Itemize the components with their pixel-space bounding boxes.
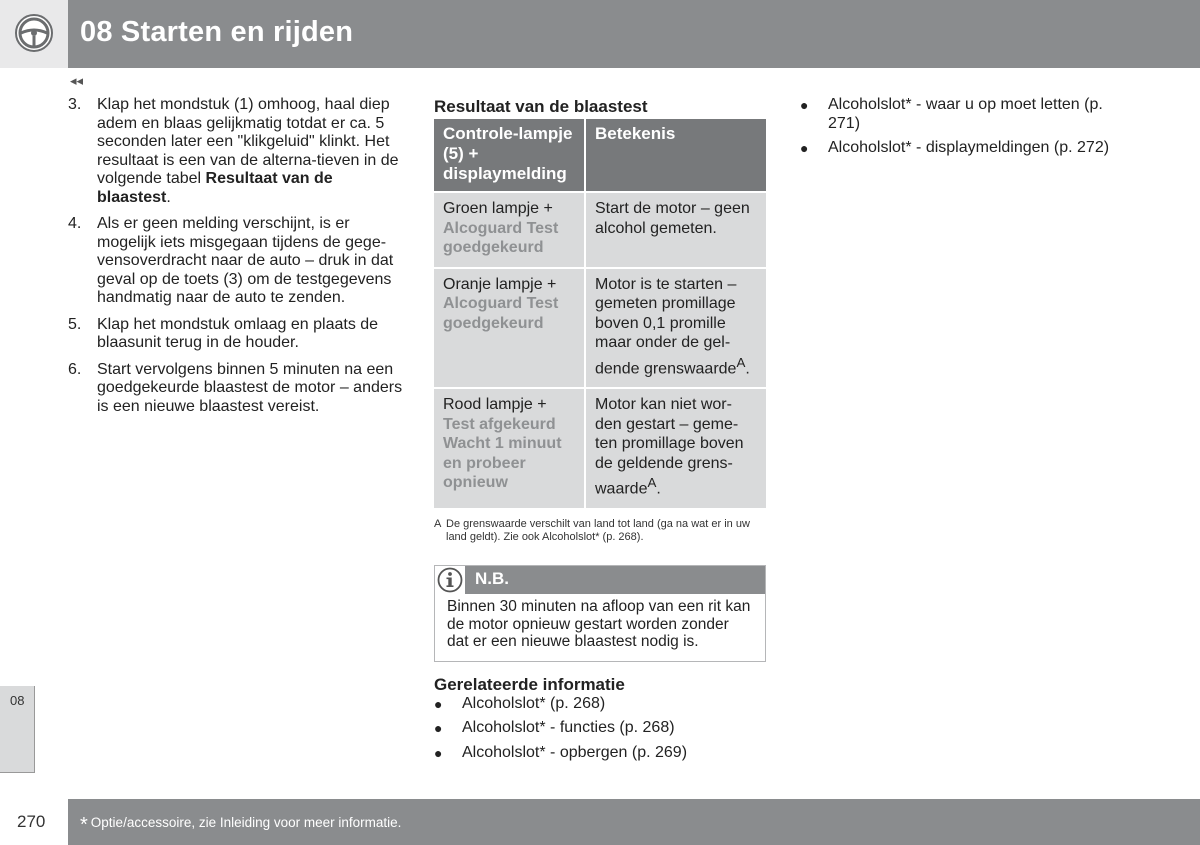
related-link-text: Alcoholslot* - functies (p. 268)	[462, 719, 675, 737]
page-footer	[0, 799, 1200, 845]
meaning-text: Motor kan niet wor-den gestart – geme-ten promillage boven de geldende grens-waarde	[595, 396, 744, 498]
table-row	[434, 268, 766, 389]
related-link[interactable]	[800, 96, 1130, 133]
related-link[interactable]	[434, 719, 766, 738]
step-text-plain: Klap het mondstuk (1) omhoog, haal diep adem en blaas gelijkmatig totdat er ca. 5 seconden later een "klikgeluid" klinkt. Het resultaat is een van de alterna-tieven in de volgende tabel	[97, 96, 399, 187]
lamp-cell	[434, 268, 585, 389]
note-body: Binnen 30 minuten na afloop van een rit kan de motor opnieuw gestart worden zonder dat er een nieuwe blaastest nodig is.	[447, 598, 751, 651]
result-table	[434, 119, 766, 510]
steps-list	[68, 96, 403, 424]
page-header	[0, 0, 1200, 68]
lamp-color: Oranje lampje +	[443, 275, 557, 293]
column-header-meaning: Betekenis	[585, 119, 766, 192]
lamp-cell	[434, 192, 585, 268]
meaning-cell	[585, 388, 766, 509]
chapter-number: 08	[10, 693, 25, 708]
option-star: *	[80, 814, 88, 836]
step-text: Start vervolgens binnen 5 minuten na een goedgekeurde blaastest de motor – anders is een nieuwe blaastest vereist.	[97, 360, 403, 415]
step-number: 5.	[68, 315, 82, 333]
related-info-list	[434, 695, 766, 763]
step-text: Klap het mondstuk omlaag en plaats de blaasunit terug in de houder.	[97, 315, 379, 351]
related-info-title: Gerelateerde informatie	[434, 674, 625, 694]
table-row	[434, 192, 766, 268]
meaning-cell	[585, 268, 766, 389]
footer-note-text: Optie/accessoire, zie Inleiding voor meer informatie.	[90, 815, 402, 830]
previous-page-marker: ◂◂	[70, 73, 84, 88]
footnote-ref: A	[647, 475, 657, 491]
table-footnote	[434, 518, 766, 543]
display-message: Test afgekeurd Wacht 1 minuut en probeer opnieuw	[443, 415, 562, 492]
steering-wheel-icon	[14, 13, 54, 53]
bullet-icon: ●	[800, 97, 809, 113]
step-number: 6.	[68, 360, 82, 378]
bullet-icon: ●	[434, 744, 443, 761]
related-link[interactable]	[434, 744, 766, 763]
step-text-bold: Resultaat van de blaastest	[97, 170, 333, 206]
lamp-color: Groen lampje +	[443, 200, 553, 217]
step-item	[68, 96, 403, 207]
column-header-lamp: Controle-lampje (5) + displaymelding	[434, 119, 585, 192]
footer-note	[80, 814, 401, 837]
related-link[interactable]	[434, 695, 766, 714]
bullet-icon: ●	[434, 695, 443, 712]
related-info-continued	[800, 96, 1130, 164]
result-section	[434, 96, 766, 768]
meaning-end: .	[656, 480, 661, 498]
chapter-title: 08 Starten en rijden	[80, 16, 354, 48]
step-number: 3.	[68, 96, 82, 113]
meaning-cell: Start de motor – geen alcohol gemeten.	[585, 192, 766, 268]
bullet-icon: ●	[800, 140, 809, 156]
chapter-side-tab	[0, 686, 35, 773]
related-link-text: Alcoholslot* - waar u op moet letten (p. 271)	[828, 96, 1103, 132]
step-text	[97, 96, 403, 207]
lamp-cell	[434, 388, 585, 509]
result-table-title: Resultaat van de blaastest	[434, 97, 648, 116]
related-link-text: Alcoholslot* - displaymeldingen (p. 272)	[828, 139, 1110, 156]
related-link-text: Alcoholslot* (p. 268)	[462, 694, 606, 712]
footnote-text: De grenswaarde verschilt van land tot land (ga na wat er in uw land geldt). Zie ook Alcoholslot* (p. 268).	[446, 518, 750, 543]
meaning-end: .	[745, 359, 750, 377]
display-message: Alcoguard Test goedgekeurd	[443, 295, 559, 332]
lamp-color: Rood lampje +	[443, 396, 547, 414]
footnote-mark: A	[434, 518, 442, 531]
info-icon	[437, 567, 463, 593]
page-number-box	[0, 799, 68, 845]
related-link-text: Alcoholslot* - opbergen (p. 269)	[462, 743, 688, 761]
note-box	[434, 565, 766, 662]
display-message: Alcoguard Test goedgekeurd	[443, 219, 559, 256]
bullet-icon: ●	[434, 720, 443, 737]
page-number: 270	[17, 812, 46, 831]
note-icon-box	[435, 566, 465, 594]
note-title: N.B.	[475, 569, 509, 589]
related-info-list-continued	[800, 96, 1130, 158]
footer-bar	[68, 799, 1200, 845]
step-item	[68, 316, 403, 353]
note-header	[435, 566, 765, 594]
step-text: Als er geen melding verschijnt, is er mogelijk iets misgegaan tijdens de gege-vensoverdracht naar de auto – druk in dat geval op de toets (3) om de testgegevens handmatig naar de auto te zenden.	[97, 215, 394, 306]
meaning-text: Motor is te starten – gemeten promillage boven 0,1 promille maar onder de gel-dende grenswaarde	[595, 275, 737, 377]
footnote-ref: A	[736, 354, 746, 370]
table-header-row	[434, 119, 766, 192]
chapter-icon-box	[0, 0, 68, 68]
step-text-end: .	[166, 188, 171, 206]
step-number: 4.	[68, 215, 82, 232]
step-item	[68, 215, 403, 308]
table-row	[434, 388, 766, 509]
step-item	[68, 361, 403, 417]
related-link[interactable]	[800, 139, 1130, 158]
